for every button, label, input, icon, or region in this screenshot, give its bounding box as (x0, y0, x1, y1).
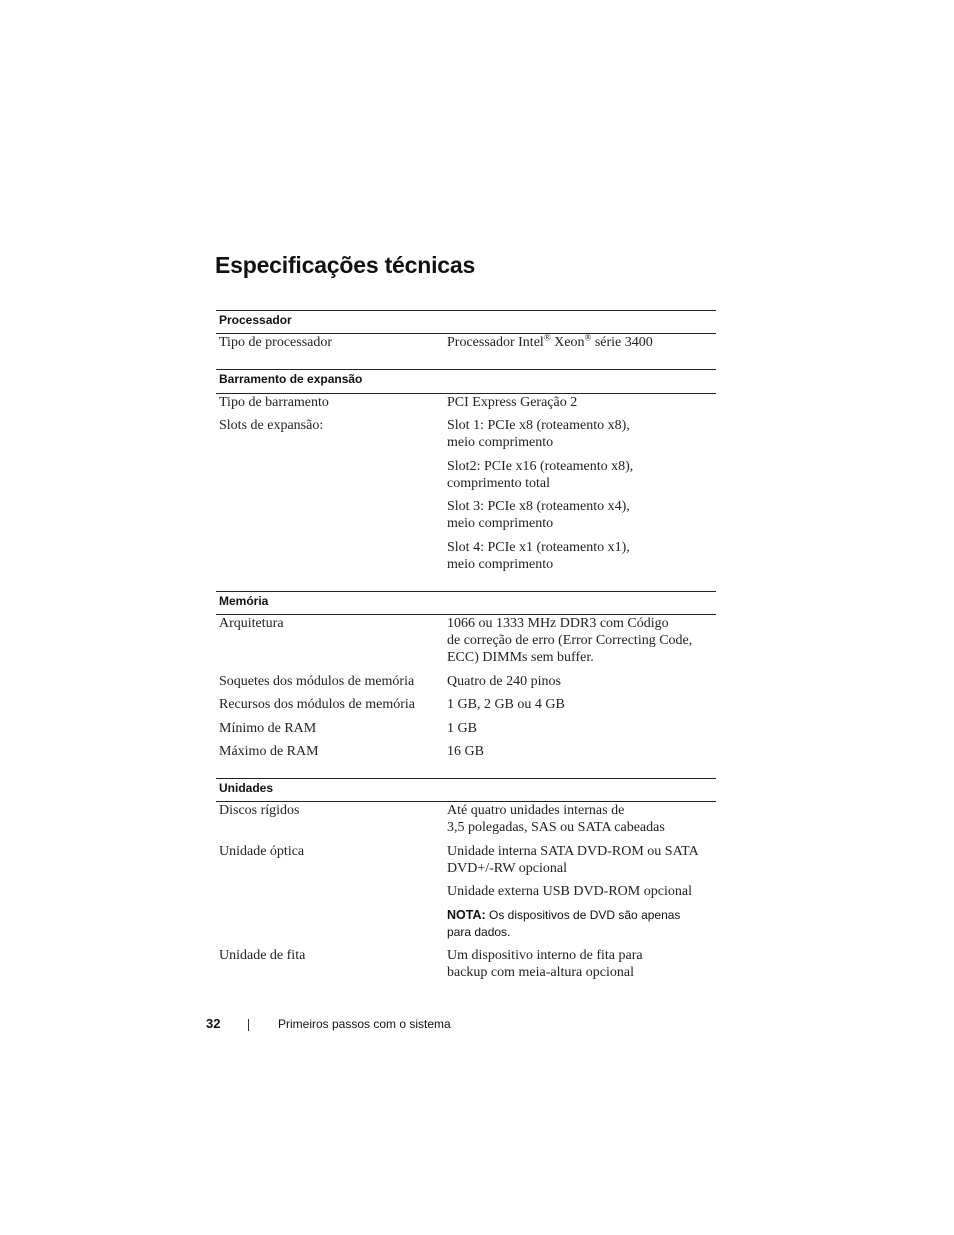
spec-value-optical-drive: Unidade interna SATA DVD-ROM ou SATA DVD+/-RW opcional (447, 844, 699, 876)
spec-value-slot-1: Slot 1: PCIe x8 (roteamento x8), meio comprimento (447, 418, 630, 450)
spec-label: Máximo de RAM (219, 744, 319, 759)
spec-label: Unidade de fita (219, 948, 306, 963)
section-top-rule (216, 369, 716, 370)
spec-value-slot-3: Slot 3: PCIe x8 (roteamento x4), meio comprimento (447, 499, 630, 531)
section-heading-unidades: Unidades (219, 781, 274, 795)
spec-label: Mínimo de RAM (219, 721, 317, 736)
spec-label: Recursos dos módulos de memória (219, 697, 415, 712)
section-heading-barramento: Barramento de expansão (219, 372, 363, 386)
spec-value: 1 GB (447, 721, 477, 736)
spec-value-slot-4: Slot 4: PCIe x1 (roteamento x1), meio comprimento (447, 540, 630, 572)
spec-label: Unidade óptica (219, 844, 305, 859)
section-top-rule (216, 310, 716, 311)
section-top-rule (216, 591, 716, 592)
spec-label: Tipo de barramento (219, 395, 329, 410)
footer-separator (248, 1019, 249, 1031)
spec-value-processor-type: Processador Intel® Xeon® série 3400 (447, 332, 653, 350)
footer-chapter-title: Primeiros passos com o sistema (278, 1017, 451, 1031)
section-top-rule (216, 778, 716, 779)
section-heading-processador: Processador (219, 313, 292, 327)
note-label: NOTA: (447, 908, 486, 922)
spec-value-external-optical: Unidade externa USB DVD-ROM opcional (447, 884, 692, 899)
section-heading-memoria: Memória (219, 594, 269, 608)
spec-label: Tipo de processador (219, 335, 333, 350)
spec-value-hard-drives: Até quatro unidades internas de 3,5 polegadas, SAS ou SATA cabeadas (447, 803, 665, 835)
spec-label: Discos rígidos (219, 803, 300, 818)
spec-value-tape-drive: Um dispositivo interno de fita para backup com meia-altura opcional (447, 948, 643, 980)
spec-label: Arquitetura (219, 616, 284, 631)
spec-label: Slots de expansão: (219, 418, 324, 433)
spec-value: 1 GB, 2 GB ou 4 GB (447, 697, 565, 712)
spec-label: Soquetes dos módulos de memória (219, 674, 415, 689)
page-number: 32 (206, 1016, 221, 1031)
page-title: Especificações técnicas (215, 252, 476, 278)
spec-value: Quatro de 240 pinos (447, 674, 561, 689)
spec-value-architecture: 1066 ou 1333 MHz DDR3 com Código de correção de erro (Error Correcting Code, ECC) DIMMs sem buffer. (447, 616, 693, 665)
spec-value-slot-2: Slot2: PCIe x16 (roteamento x8), comprimento total (447, 459, 634, 491)
spec-value: 16 GB (447, 744, 484, 759)
spec-value: PCI Express Geração 2 (447, 395, 578, 410)
note-callout: NOTA: Os dispositivos de DVD são apenas para dados. (447, 908, 681, 939)
